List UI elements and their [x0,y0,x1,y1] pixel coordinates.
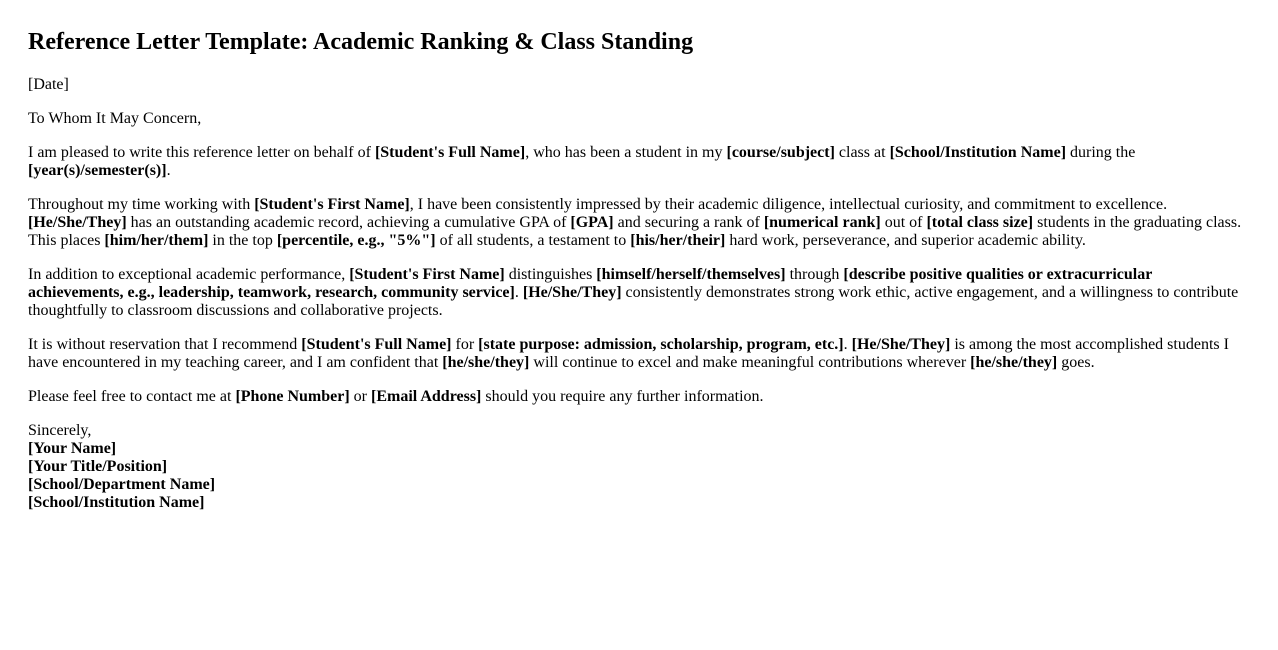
placeholder-field: [he/she/they] [442,354,530,371]
placeholder-field: [his/her/their] [630,232,726,249]
paragraph-text: Throughout my time working with [28,196,255,213]
letter-body [28,144,1250,406]
placeholder-field: [state purpose: admission, scholarship, program, etc.] [478,336,844,353]
signer-department: [School/Department Name] [28,476,216,493]
placeholder-field: [He/She/They] [28,214,127,231]
body-paragraph [28,196,1250,250]
paragraph-text: students in the graduating class. This places [28,214,1242,249]
paragraph-text: I am pleased to write this reference letter on behalf of [28,144,375,161]
placeholder-field: [Student's Full Name] [374,144,526,161]
closing-text: Sincerely, [28,422,92,439]
paragraph-text: of all students, a testament to [435,232,631,249]
paragraph-text: class at [834,144,890,161]
placeholder-field: [him/her/them] [104,232,209,249]
paragraph-text: , I have been consistently impressed by their academic diligence, intellectual curiosity, and commitment to excellence. [409,196,1168,213]
paragraph-text: should you require any further information. [481,388,764,405]
placeholder-field: [percentile, e.g., "5%"] [276,232,436,249]
body-paragraph [28,388,1250,406]
placeholder-field: [course/subject] [726,144,835,161]
body-paragraph [28,144,1250,180]
placeholder-field: [himself/herself/themselves] [596,266,786,283]
paragraph-text: is among the most accomplished students I have encountered in my teaching career, and I am confident that [28,336,1229,371]
paragraph-text: , who has been a student in my [525,144,727,161]
placeholder-field: [numerical rank] [763,214,881,231]
placeholder-field: [School/Institution Name] [889,144,1067,161]
paragraph-text: In addition to exceptional academic performance, [28,266,350,283]
placeholder-field: [Student's First Name] [349,266,505,283]
paragraph-text: . [843,336,852,353]
placeholder-field: [total class size] [926,214,1034,231]
paragraph-text: during the [1066,144,1136,161]
paragraph-text: has an outstanding academic record, achieving a cumulative GPA of [126,214,571,231]
paragraph-text: . [166,162,171,179]
placeholder-field: [year(s)/semester(s)] [28,162,167,179]
placeholder-field: [He/She/They] [522,284,622,301]
letter-salutation: To Whom It May Concern, [28,110,202,127]
paragraph-text: in the top [208,232,277,249]
signer-name: [Your Name] [28,440,117,457]
letter-title: Reference Letter Template: Academic Ranking & Class Standing [28,29,694,55]
placeholder-field: [Student's First Name] [254,196,410,213]
placeholder-field: [he/she/they] [970,354,1058,371]
placeholder-field: [He/She/They] [851,336,951,353]
placeholder-field: [Student's Full Name] [301,336,452,353]
paragraph-text: for [451,336,479,353]
letter-date: [Date] [28,76,69,93]
placeholder-field: [describe positive qualities or extracurricular achievements, e.g., leadership, teamwork, research, community service] [28,266,1153,301]
paragraph-text: Please feel free to contact me at [28,388,236,405]
paragraph-text: goes. [1057,354,1095,371]
paragraph-text: It is without reservation that I recommend [28,336,302,353]
paragraph-text: will continue to excel and make meaningful contributions wherever [529,354,971,371]
paragraph-text: hard work, perseverance, and superior academic ability. [725,232,1086,249]
paragraph-text: through [785,266,844,283]
paragraph-text: . [514,284,523,301]
body-paragraph [28,266,1250,320]
placeholder-field: [Email Address] [371,388,482,405]
placeholder-field: [Phone Number] [235,388,350,405]
signer-institution: [School/Institution Name] [28,494,205,511]
placeholder-field: [GPA] [570,214,614,231]
paragraph-text: or [349,388,371,405]
signer-title: [Your Title/Position] [28,458,168,475]
paragraph-text: out of [880,214,927,231]
paragraph-text: distinguishes [504,266,597,283]
paragraph-text: and securing a rank of [613,214,764,231]
body-paragraph [28,336,1250,372]
signature-block [28,422,1250,512]
paragraph-text: consistently demonstrates strong work ethic, active engagement, and a willingness to contribute thoughtfully to classroom discussions and collaborative projects. [28,284,1239,319]
